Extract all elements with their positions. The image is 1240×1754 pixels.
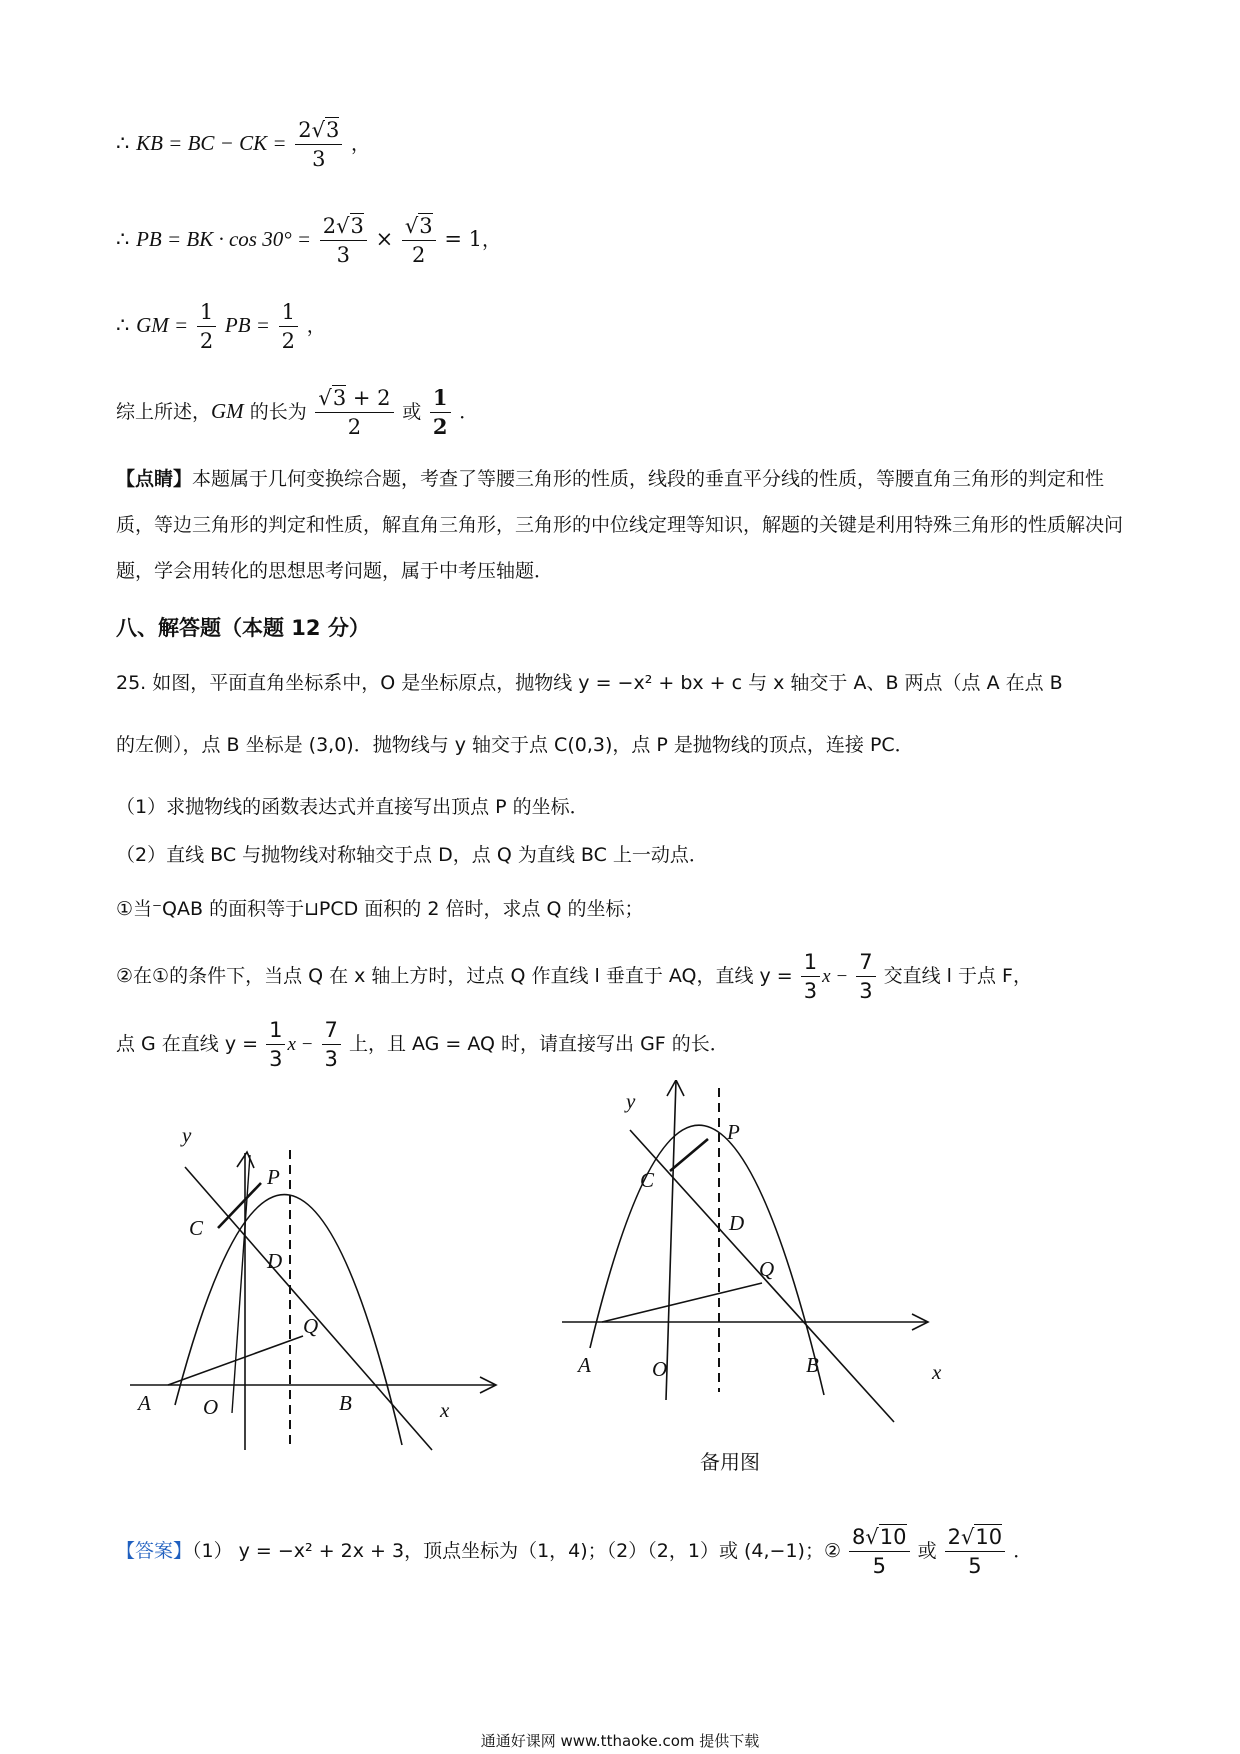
comment-paragraph (116, 456, 1126, 594)
answer-line: 【答案】（1） y = −x² + 2x + 3，顶点坐标为（1，4)；（2）（2，1）或 (4,−1)；② $\frac{8√10}{5}$ 或 $\frac{2√10}{5}$ ． (116, 1525, 1033, 1579)
label-q-2: Q (759, 1257, 775, 1281)
sub3-fraction-2: $\frac{7}{3}$ (322, 1018, 341, 1071)
pb-equation: ∴ PB = BK · cos 30° = $\frac{2√3}{3}$ × $\frac{√3}{2}$ = 1， (116, 214, 501, 268)
label-c: C (189, 1216, 204, 1240)
comment-tag: 【点睛】 (116, 468, 193, 490)
label-y-2: y (626, 1089, 636, 1113)
problem-sub-3: 点 G 在直线 y = $\frac{1}{3}$ x − $\frac{7}{3}$ 上，且 AG = AQ 时，请直接写出 GF 的长． (116, 1018, 729, 1072)
problem-part-1: （1）求抛物线的函数表达式并直接写出顶点 P 的坐标． (116, 796, 589, 818)
label-d-2: D (729, 1211, 745, 1235)
figure-backup (562, 1080, 952, 1425)
label-b: B (339, 1391, 352, 1415)
pb-fraction-2: $\frac{√3}{2}$ (402, 214, 436, 267)
problem-line-2: 的左侧），点 B 坐标是 (3,0)．抛物线与 y 轴交于点 C(0,3)，点 P 是抛物线的顶点，连接 PC． (116, 734, 914, 756)
comment-text: 本题属于几何变换综合题，考查了等腰三角形的性质，线段的垂直平分线的性质，等腰直角三角形的判定和性质，等边三角形的判定和性质，解直角三角形，三角形的中位线定理等知识，解题的关键是利用特殊三角形的性质解决问题，学会用转化的思想思考问题，属于中考压轴题． (116, 468, 1124, 582)
kb-lhs: KB = BC − CK = (136, 131, 287, 156)
problem-line-1: 25. 如图，平面直角坐标系中，O 是坐标原点，抛物线 y = −x² + bx + c 与 x 轴交于 A、B 两点（点 A 在点 B (116, 672, 1063, 694)
sub2-fraction-2: $\frac{7}{3}$ (856, 950, 875, 1003)
summary-fraction-2: $\frac{1}{2}$ (430, 386, 451, 439)
therefore-symbol: ∴ (116, 131, 130, 156)
segment-pc (218, 1183, 261, 1228)
steep-line (232, 1155, 250, 1413)
label-p: P (267, 1165, 280, 1189)
gm-equation: ∴ GM = $\frac{1}{2}$ PB = $\frac{1}{2}$ ， (116, 300, 326, 354)
summary-line: 综上所述，GM 的长为 $\frac{√3 + 2}{2}$ 或 $\frac{1}{2}$ ． (116, 385, 479, 440)
gm-fraction-1: $\frac{1}{2}$ (197, 300, 216, 353)
segment-aq (168, 1336, 303, 1385)
answer-part-1: （1） y = −x² + 2x + 3，顶点坐标为（1，4)；（2）（2，1）或 (4,−1)；② (192, 1540, 841, 1563)
label-x-2: x (932, 1360, 942, 1384)
label-d: D (267, 1249, 283, 1273)
label-o: O (203, 1395, 219, 1419)
parabola-2 (590, 1125, 824, 1395)
section-heading: 八、解答题（本题 12 分） (116, 616, 370, 640)
label-p-2: P (727, 1120, 740, 1144)
label-x: x (440, 1398, 450, 1422)
figure-caption: 备用图 (700, 1450, 760, 1474)
page-footer: 通通好课网 www.tthaoke.com 提供下载 (480, 1732, 760, 1750)
answer-fraction-2: $\frac{2√10}{5}$ (945, 1525, 1006, 1578)
problem-sub-2: ②在①的条件下，当点 Q 在 x 轴上方时，过点 Q 作直线 l 垂直于 AQ，直线 y = $\frac{1}{3}$ x − $\frac{7}{3}$ 交直线 l 于点 F， (116, 950, 1032, 1004)
problem-part-2: （2）直线 BC 与抛物线对称轴交于点 D，点 Q 为直线 BC 上一动点． (116, 844, 708, 866)
sub2-fraction-1: $\frac{1}{3}$ (801, 950, 820, 1003)
answer-fraction-1: $\frac{8√10}{5}$ (849, 1525, 910, 1578)
line-bc (185, 1167, 432, 1450)
summary-fraction-1: $\frac{√3 + 2}{2}$ (315, 386, 393, 439)
pb-fraction-1: $\frac{2√3}{3}$ (320, 214, 367, 267)
problem-sub-1: ①当⁻QAB 的面积等于⊔PCD 面积的 2 倍时，求点 Q 的坐标； (116, 898, 644, 920)
gm-fraction-2: $\frac{1}{2}$ (279, 300, 298, 353)
label-c-2: C (640, 1168, 655, 1192)
kb-equation: ∴ KB = BC − CK = $\frac{2√3}{3}$ ， (116, 118, 371, 172)
pb-lhs: PB = BK · cos 30° = (136, 227, 312, 252)
label-b-2: B (806, 1353, 819, 1377)
figure-main (130, 1125, 530, 1465)
answer-tag: 【答案】 (116, 1540, 193, 1563)
segment-aq-2 (602, 1283, 762, 1322)
y-axis-2 (666, 1080, 676, 1400)
kb-fraction: $\frac{2√3}{3}$ (295, 118, 342, 171)
label-a: A (138, 1391, 151, 1415)
label-a-2: A (578, 1353, 591, 1377)
label-q: Q (303, 1314, 319, 1338)
label-y: y (182, 1125, 192, 1147)
segment-pc-2 (670, 1139, 708, 1171)
label-o-2: O (652, 1357, 668, 1381)
sub3-fraction-1: $\frac{1}{3}$ (266, 1018, 285, 1071)
